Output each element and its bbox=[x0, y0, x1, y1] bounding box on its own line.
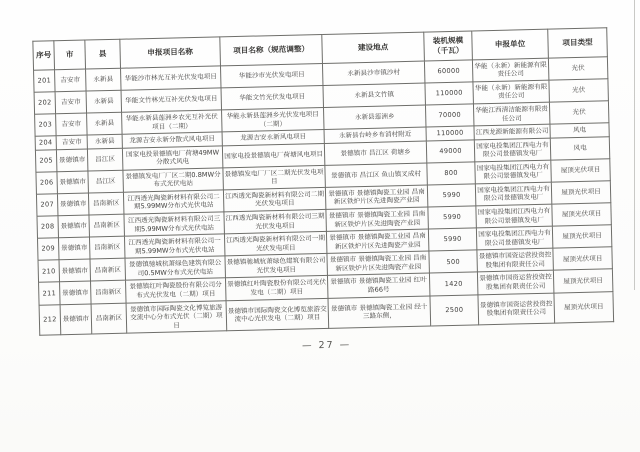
cell-location: 永新县台岭乡布消村附近 bbox=[324, 127, 426, 143]
cell-county: 昌南新区 bbox=[91, 303, 127, 335]
cell-county: 永新县 bbox=[86, 90, 122, 113]
cell-county: 昌南新区 bbox=[89, 236, 125, 259]
cell-county: 永新县 bbox=[87, 134, 122, 148]
scan-page-edge-shadow bbox=[634, 0, 635, 290]
header-cell-city: 市 bbox=[54, 40, 86, 69]
cell-adjusted-name: 景德镇市国际陶瓷文化博览旅游交流中心光伏发电（二期）项目 bbox=[226, 298, 329, 331]
cell-seq: 211 bbox=[39, 282, 61, 305]
cell-type: 屋顶光伏项目 bbox=[554, 291, 614, 323]
cell-seq: 206 bbox=[36, 172, 58, 195]
cell-city: 景德镇市 bbox=[58, 215, 90, 238]
cell-capacity: 800 bbox=[427, 162, 476, 185]
cell-applicant: 景德镇市国资运营投资控股集团有限责任公司 bbox=[477, 270, 554, 294]
cell-county: 昌南新区 bbox=[88, 192, 124, 215]
cell-capacity: 60000 bbox=[424, 60, 473, 83]
cell-city: 景德镇市 bbox=[60, 281, 92, 304]
cell-adjusted-name: 华能文竹光伏发电项目 bbox=[221, 85, 323, 110]
cell-declared-name: 景德镇驰城杭萧绿色建筑有限公司0.5MW分布式光伏电站 bbox=[125, 256, 225, 280]
cell-seq: 202 bbox=[34, 92, 56, 115]
page-number: — 27 — bbox=[301, 339, 352, 352]
cell-adjusted-name: 龙源吉安永新风电项目 bbox=[222, 130, 324, 146]
cell-capacity: 49000 bbox=[426, 140, 475, 163]
cell-capacity: 2500 bbox=[430, 294, 479, 326]
cell-adjusted-name: 景德镇驰城杭萧绿色建筑有限公司光伏发电项目 bbox=[225, 254, 327, 279]
header-cell-applicant: 申报单位 bbox=[472, 29, 549, 60]
cell-location: 景德镇市 景德镇陶瓷工业园 红叶路66号 bbox=[327, 273, 429, 298]
cell-declared-name: 景德镇红叶陶瓷股份有限公司分布式光伏发电（二期）项目 bbox=[126, 278, 226, 302]
cell-declared-name: 景德镇发电厂厂区二期0.8MW分布式光伏电站 bbox=[123, 168, 223, 192]
header-cell-location: 建设地点 bbox=[322, 32, 425, 63]
cell-adjusted-name: 景德镇红叶陶瓷股份有限公司光伏发电（二期）项目 bbox=[225, 276, 327, 301]
cell-location: 景德镇市 景德镇陶瓷工业园 昌南新区铁炉片区先进陶瓷产业园 bbox=[326, 207, 428, 232]
cell-city: 景德镇市 bbox=[57, 171, 89, 194]
cell-applicant: 国家电投集团江西电力有限公司景德镇发电厂 bbox=[475, 160, 552, 184]
cell-declared-name: 华能沙市林光互补光伏发电项目 bbox=[121, 66, 221, 90]
cell-capacity: 70000 bbox=[425, 104, 474, 127]
cell-seq: 208 bbox=[37, 216, 59, 239]
cell-city: 吉安市 bbox=[56, 113, 88, 136]
header-cell-declared-name: 申报项目名称 bbox=[120, 37, 221, 68]
cell-declared-name: 华能文竹林光互补光伏发电项目 bbox=[121, 88, 221, 112]
cell-type: 屋顶光伏项目 bbox=[551, 181, 611, 205]
cell-declared-name: 江西透光陶瓷新材料有限公司二期5.99MW分布式光伏电站 bbox=[123, 190, 223, 214]
cell-county: 永新县 bbox=[86, 68, 122, 91]
header-cell-seq: 序号 bbox=[33, 41, 55, 70]
cell-adjusted-name: 华能永新县莲洲乡光伏发电项目（二期） bbox=[222, 107, 324, 132]
cell-county: 昌南新区 bbox=[90, 258, 126, 281]
cell-seq: 207 bbox=[36, 194, 58, 217]
header-cell-county: 县 bbox=[85, 39, 121, 69]
cell-city: 景德镇市 bbox=[60, 304, 92, 335]
cell-capacity: 1420 bbox=[429, 272, 478, 295]
cell-type: 屋顶光伏项目 bbox=[552, 203, 612, 227]
cell-city: 景德镇市 bbox=[58, 237, 90, 260]
cell-location: 景德镇市 昌江区 鱼山镇叉成村 bbox=[325, 163, 427, 188]
cell-adjusted-name: 江西透光陶瓷新材料有限公司三期光伏发电项目 bbox=[224, 209, 326, 234]
cell-declared-name: 景德镇市国际陶瓷文化博览旅游交流中心分布式光伏（二期）项目 bbox=[126, 300, 227, 333]
cell-location: 永新县沙市镇沙村 bbox=[322, 61, 424, 86]
cell-county: 永新县 bbox=[87, 112, 123, 135]
cell-applicant: 华能（永新）新能源有限责任公司 bbox=[473, 80, 550, 104]
cell-applicant: 国家电投集团江西电力有限公司景德镇发电厂 bbox=[476, 226, 553, 250]
cell-applicant: 景德镇市国资运营投资控股集团有限责任公司 bbox=[478, 293, 555, 325]
cell-type: 屋顶光伏项目 bbox=[551, 159, 611, 183]
cell-capacity: 500 bbox=[429, 250, 478, 273]
cell-adjusted-name: 国家电投景德镇电厂荷塘风电项目 bbox=[222, 143, 324, 168]
cell-declared-name: 华能永新县莲洲乡农光互补光伏项目（二期） bbox=[122, 110, 222, 134]
cell-declared-name: 国家电投景德镇电厂荷塘49MW分散式风电 bbox=[122, 146, 222, 170]
cell-applicant: 国家电投集团江西电力有限公司景德镇发电厂 bbox=[476, 204, 553, 228]
cell-declared-name: 江西透光陶瓷新材料有限公司三期5.99MW分布式光伏电站 bbox=[124, 212, 224, 236]
cell-location: 景德镇市 景德镇陶瓷工业园 昌南新区铁炉片区先进陶瓷产业园 bbox=[326, 229, 428, 254]
cell-applicant: 华能江西清洁能源有限责任公司 bbox=[473, 102, 550, 126]
cell-county: 昌江区 bbox=[87, 148, 123, 171]
cell-type: 风电 bbox=[550, 136, 610, 160]
cell-capacity: 5990 bbox=[428, 228, 477, 251]
cell-location: 永新县文竹镇 bbox=[323, 83, 425, 108]
header-cell-type: 项目类型 bbox=[548, 28, 608, 58]
header-cell-adjusted-name: 项目名称（规范调整） bbox=[220, 34, 323, 65]
scanned-content bbox=[32, 27, 613, 358]
cell-adjusted-name: 江西透光陶瓷新材料有限公司一期光伏发电项目 bbox=[224, 232, 326, 257]
cell-adjusted-name: 江西透光陶瓷新材料有限公司二期光伏发电项目 bbox=[223, 187, 325, 212]
cell-applicant: 江西龙源新能源有限公司 bbox=[474, 124, 550, 139]
cell-applicant: 华能（永新）新能源有限责任公司 bbox=[472, 58, 549, 82]
cell-type: 屋顶光伏项目 bbox=[553, 269, 613, 293]
cell-type: 屋顶光伏项目 bbox=[553, 247, 613, 271]
cell-city: 吉安市 bbox=[55, 91, 87, 114]
cell-capacity: 5990 bbox=[427, 184, 476, 207]
cell-city: 吉安市 bbox=[56, 135, 87, 149]
cell-county: 昌南新区 bbox=[91, 281, 127, 304]
cell-location: 景德镇市 景德镇陶瓷工业园 昌南新区铁炉片区先进陶瓷产业园 bbox=[325, 185, 427, 210]
cell-capacity: 110000 bbox=[425, 82, 474, 105]
cell-seq: 212 bbox=[39, 304, 61, 335]
cell-seq: 209 bbox=[37, 238, 59, 261]
cell-type: 风电 bbox=[550, 123, 609, 138]
cell-declared-name: 江西透光陶瓷新材料有限公司一期5.99MW分布式光伏电站 bbox=[124, 234, 224, 258]
cell-city: 吉安市 bbox=[55, 69, 87, 92]
cell-seq: 205 bbox=[35, 149, 57, 172]
cell-applicant: 国家电投集团江西电力有限公司景德镇发电厂 bbox=[475, 182, 552, 206]
cell-type: 光伏 bbox=[549, 79, 609, 103]
projects-table bbox=[32, 27, 614, 336]
cell-type: 光伏 bbox=[548, 56, 608, 80]
cell-seq: 204 bbox=[35, 136, 56, 150]
cell-capacity: 5990 bbox=[428, 206, 477, 229]
cell-county: 昌南新区 bbox=[89, 214, 125, 237]
header-cell-capacity: 装机规模（千瓦） bbox=[424, 31, 473, 61]
cell-county: 昌江区 bbox=[88, 170, 124, 193]
cell-capacity: 110000 bbox=[426, 126, 474, 141]
cell-applicant: 景德镇市国资运营投资控股集团有限责任公司 bbox=[477, 248, 554, 272]
cell-applicant: 国家电投集团江西电力有限公司景德镇发电厂 bbox=[474, 138, 551, 162]
cell-adjusted-name: 景德镇发电厂厂区二期光伏发电项目 bbox=[223, 165, 325, 190]
cell-seq: 203 bbox=[35, 114, 57, 137]
cell-location: 景德镇市 昌江区 荷塘乡 bbox=[324, 141, 426, 166]
cell-city: 景德镇市 bbox=[57, 193, 89, 216]
cell-location: 永新县莲洲乡 bbox=[323, 105, 425, 130]
cell-type: 光伏 bbox=[549, 101, 609, 125]
cell-location: 景德镇市 景德镇陶瓷工业园 昌南新区铁炉片区先进陶瓷产业园 bbox=[327, 251, 429, 276]
cell-seq: 201 bbox=[34, 70, 56, 93]
cell-type: 屋顶光伏项目 bbox=[552, 225, 612, 249]
cell-city: 景德镇市 bbox=[59, 259, 91, 282]
cell-seq: 210 bbox=[38, 260, 60, 283]
cell-adjusted-name: 华能沙市光伏发电项目 bbox=[220, 63, 322, 88]
cell-city: 景德镇市 bbox=[56, 149, 88, 172]
cell-location: 景德镇市 景德镇陶瓷工业园 经十三路东侧， bbox=[328, 296, 431, 329]
cell-declared-name: 龙源吉安永新分散式风电项目 bbox=[122, 132, 222, 148]
